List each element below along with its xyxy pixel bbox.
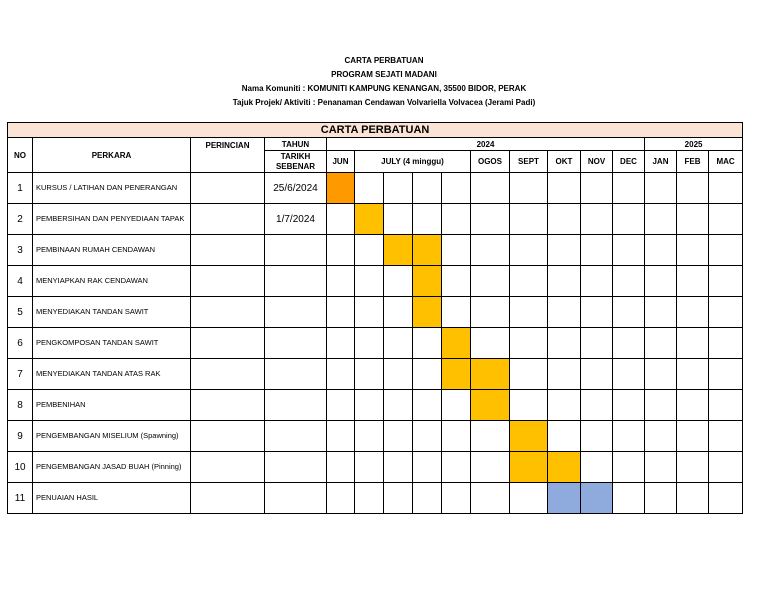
gantt-cell (548, 297, 581, 328)
gantt-cell (327, 390, 355, 421)
row-perincian (191, 390, 265, 421)
gantt-cell (327, 266, 355, 297)
table-title: CARTA PERBATUAN (8, 123, 743, 138)
gantt-cell (327, 421, 355, 452)
row-perincian (191, 328, 265, 359)
doc-program: PROGRAM SEJATI MADANI (331, 70, 437, 79)
gantt-bar (413, 266, 442, 297)
gantt-cell (677, 328, 709, 359)
gantt-cell (413, 328, 442, 359)
gantt-cell (413, 452, 442, 483)
gantt-cell (384, 204, 413, 235)
table-row (8, 235, 743, 266)
row-no: 3 (8, 235, 33, 266)
row-perincian (191, 266, 265, 297)
gantt-cell (384, 297, 413, 328)
row-tarikh-sebenar (265, 452, 327, 483)
month-nov: NOV (581, 151, 613, 173)
gantt-bar (413, 297, 442, 328)
gantt-cell (613, 173, 645, 204)
gantt-cell (581, 173, 613, 204)
month-ogos: OGOS (471, 151, 510, 173)
gantt-bar (413, 235, 442, 266)
gantt-cell (645, 204, 677, 235)
gantt-cell (709, 235, 743, 266)
gantt-cell (645, 297, 677, 328)
month-feb: FEB (677, 151, 709, 173)
gantt-cell (471, 266, 510, 297)
row-perincian (191, 204, 265, 235)
row-tarikh-sebenar (265, 235, 327, 266)
doc-project: Tajuk Projek/ Aktiviti : Penanaman Cendawan Volvariella Volvacea (Jerami Padi) (232, 98, 536, 107)
gantt-bar (442, 359, 471, 390)
gantt-cell (613, 452, 645, 483)
gantt-cell (355, 390, 384, 421)
row-perkara: PEMBINAAN RUMAH CENDAWAN (33, 235, 191, 266)
gantt-bar (471, 390, 510, 421)
gantt-cell (471, 452, 510, 483)
row-no: 8 (8, 390, 33, 421)
gantt-cell (613, 204, 645, 235)
row-perincian (191, 421, 265, 452)
gantt-cell (709, 204, 743, 235)
header-perkara: PERKARA (33, 138, 191, 173)
row-no: 4 (8, 266, 33, 297)
row-no: 7 (8, 359, 33, 390)
gantt-cell (645, 359, 677, 390)
gantt-cell (442, 266, 471, 297)
table-row (8, 452, 743, 483)
row-tarikh-sebenar (265, 359, 327, 390)
gantt-bar (548, 452, 581, 483)
row-perkara: MENYIAPKAN RAK CENDAWAN (33, 266, 191, 297)
gantt-cell (613, 328, 645, 359)
gantt-cell (384, 452, 413, 483)
gantt-cell (709, 266, 743, 297)
row-perkara: KURSUS / LATIHAN DAN PENERANGAN (33, 173, 191, 204)
gantt-cell (355, 297, 384, 328)
gantt-cell (548, 173, 581, 204)
gantt-cell (442, 390, 471, 421)
gantt-cell (327, 452, 355, 483)
gantt-cell (645, 483, 677, 514)
gantt-cell (384, 421, 413, 452)
gantt-cell (645, 235, 677, 266)
month-sept: SEPT (510, 151, 548, 173)
table-row (8, 173, 743, 204)
gantt-bar (510, 421, 548, 452)
month-jun: JUN (327, 151, 355, 173)
gantt-cell (384, 390, 413, 421)
gantt-cell (581, 235, 613, 266)
gantt-cell (471, 204, 510, 235)
gantt-cell (355, 359, 384, 390)
header-perincian: PERINCIAN (191, 138, 265, 173)
row-no: 9 (8, 421, 33, 452)
doc-community: Nama Komuniti : KOMUNITI KAMPUNG KENANGAN, 35500 BIDOR, PERAK (241, 84, 527, 93)
doc-title: CARTA PERBATUAN (344, 56, 424, 65)
gantt-cell (613, 390, 645, 421)
header-no: NO (8, 138, 33, 173)
gantt-cell (548, 328, 581, 359)
gantt-cell (327, 359, 355, 390)
gantt-cell (510, 390, 548, 421)
gantt-cell (548, 204, 581, 235)
gantt-cell (581, 297, 613, 328)
gantt-cell (548, 359, 581, 390)
table-row (8, 421, 743, 452)
gantt-cell (413, 421, 442, 452)
table-row (8, 483, 743, 514)
gantt-cell (709, 452, 743, 483)
gantt-cell (413, 483, 442, 514)
row-tarikh-sebenar (265, 483, 327, 514)
gantt-cell (327, 328, 355, 359)
gantt-cell (384, 173, 413, 204)
gantt-cell (442, 297, 471, 328)
gantt-cell (442, 421, 471, 452)
gantt-cell (645, 421, 677, 452)
row-perkara: PENUAIAN HASIL (33, 483, 191, 514)
row-perkara: PEMBERSIHAN DAN PENYEDIAAN TAPAK (33, 204, 191, 235)
header-tarikh-sebenar: TARIKH SEBENAR (265, 151, 327, 173)
gantt-bar (548, 483, 581, 514)
gantt-cell (471, 297, 510, 328)
gantt-cell (677, 235, 709, 266)
gantt-cell (709, 421, 743, 452)
gantt-cell (709, 297, 743, 328)
gantt-cell (510, 359, 548, 390)
row-tarikh-sebenar (265, 328, 327, 359)
gantt-cell (548, 266, 581, 297)
gantt-cell (548, 390, 581, 421)
row-perincian (191, 483, 265, 514)
header-year-2024: 2024 (327, 138, 645, 151)
gantt-cell (677, 421, 709, 452)
gantt-cell (384, 483, 413, 514)
gantt-cell (471, 421, 510, 452)
row-no: 11 (8, 483, 33, 514)
row-tarikh-sebenar (265, 421, 327, 452)
gantt-cell (510, 328, 548, 359)
gantt-cell (677, 266, 709, 297)
gantt-cell (442, 483, 471, 514)
row-no: 1 (8, 173, 33, 204)
gantt-cell (548, 421, 581, 452)
table-row (8, 204, 743, 235)
gantt-cell (510, 235, 548, 266)
gantt-cell (355, 328, 384, 359)
row-perincian (191, 297, 265, 328)
gantt-cell (355, 452, 384, 483)
gantt-cell (581, 421, 613, 452)
month-dec: DEC (613, 151, 645, 173)
row-tarikh-sebenar: 1/7/2024 (265, 204, 327, 235)
gantt-cell (355, 421, 384, 452)
gantt-cell (510, 204, 548, 235)
gantt-cell (613, 266, 645, 297)
row-no: 5 (8, 297, 33, 328)
gantt-cell (581, 390, 613, 421)
row-perkara: PENGEMBANGAN JASAD BUAH (Pinning) (33, 452, 191, 483)
gantt-cell (471, 235, 510, 266)
gantt-cell (327, 204, 355, 235)
gantt-cell (645, 328, 677, 359)
row-perincian (191, 452, 265, 483)
gantt-cell (613, 297, 645, 328)
gantt-cell (645, 173, 677, 204)
gantt-cell (709, 483, 743, 514)
gantt-cell (677, 452, 709, 483)
gantt-cell (581, 359, 613, 390)
row-perkara: MENYEDIAKAN TANDAN SAWIT (33, 297, 191, 328)
table-row (8, 359, 743, 390)
row-perkara: MENYEDIAKAN TANDAN ATAS RAK (33, 359, 191, 390)
table-row (8, 297, 743, 328)
gantt-cell (645, 452, 677, 483)
gantt-bar (384, 235, 413, 266)
gantt-cell (442, 235, 471, 266)
gantt-cell (677, 173, 709, 204)
gantt-cell (613, 359, 645, 390)
row-tarikh-sebenar (265, 297, 327, 328)
table-row (8, 266, 743, 297)
gantt-cell (413, 204, 442, 235)
month-jan: JAN (645, 151, 677, 173)
gantt-cell (677, 483, 709, 514)
gantt-cell (548, 235, 581, 266)
gantt-cell (645, 390, 677, 421)
gantt-cell (709, 173, 743, 204)
gantt-cell (355, 483, 384, 514)
gantt-cell (355, 173, 384, 204)
gantt-bar (510, 452, 548, 483)
row-perkara: PENGKOMPOSAN TANDAN SAWIT (33, 328, 191, 359)
gantt-cell (471, 173, 510, 204)
gantt-cell (709, 390, 743, 421)
gantt-cell (677, 297, 709, 328)
gantt-cell (413, 173, 442, 204)
row-tarikh-sebenar (265, 266, 327, 297)
gantt-cell (355, 266, 384, 297)
gantt-cell (677, 204, 709, 235)
gantt-cell (384, 328, 413, 359)
gantt-cell (471, 328, 510, 359)
row-perkara: PEMBENIHAN (33, 390, 191, 421)
month-july: JULY (4 minggu) (355, 151, 471, 173)
gantt-cell (581, 452, 613, 483)
gantt-cell (442, 173, 471, 204)
gantt-cell (384, 266, 413, 297)
gantt-cell (355, 235, 384, 266)
row-perincian (191, 235, 265, 266)
gantt-cell (581, 328, 613, 359)
gantt-cell (613, 483, 645, 514)
gantt-cell (442, 204, 471, 235)
gantt-cell (510, 297, 548, 328)
gantt-bar (442, 328, 471, 359)
gantt-bar (471, 359, 510, 390)
gantt-cell (510, 266, 548, 297)
table-row (8, 328, 743, 359)
gantt-cell (510, 173, 548, 204)
month-okt: OKT (548, 151, 581, 173)
row-tarikh-sebenar (265, 390, 327, 421)
gantt-cell (413, 359, 442, 390)
row-no: 10 (8, 452, 33, 483)
gantt-cell (677, 359, 709, 390)
gantt-bar (581, 483, 613, 514)
header-year-2025: 2025 (645, 138, 743, 151)
gantt-cell (327, 483, 355, 514)
gantt-cell (413, 390, 442, 421)
gantt-cell (581, 266, 613, 297)
gantt-cell (442, 452, 471, 483)
row-tarikh-sebenar: 25/6/2024 (265, 173, 327, 204)
gantt-cell (581, 204, 613, 235)
gantt-cell (327, 297, 355, 328)
table-row (8, 390, 743, 421)
gantt-cell (645, 266, 677, 297)
gantt-bar (355, 204, 384, 235)
month-mac: MAC (709, 151, 743, 173)
gantt-cell (510, 483, 548, 514)
gantt-table (7, 122, 743, 514)
gantt-bar (327, 173, 355, 204)
row-perincian (191, 359, 265, 390)
gantt-cell (384, 359, 413, 390)
gantt-cell (677, 390, 709, 421)
gantt-cell (709, 328, 743, 359)
row-no: 2 (8, 204, 33, 235)
header-tahun: TAHUN (265, 138, 327, 151)
gantt-cell (613, 235, 645, 266)
gantt-cell (471, 483, 510, 514)
gantt-cell (327, 235, 355, 266)
row-perkara: PENGEMBANGAN MISELIUM (Spawning) (33, 421, 191, 452)
gantt-cell (709, 359, 743, 390)
row-no: 6 (8, 328, 33, 359)
row-perincian (191, 173, 265, 204)
gantt-cell (613, 421, 645, 452)
